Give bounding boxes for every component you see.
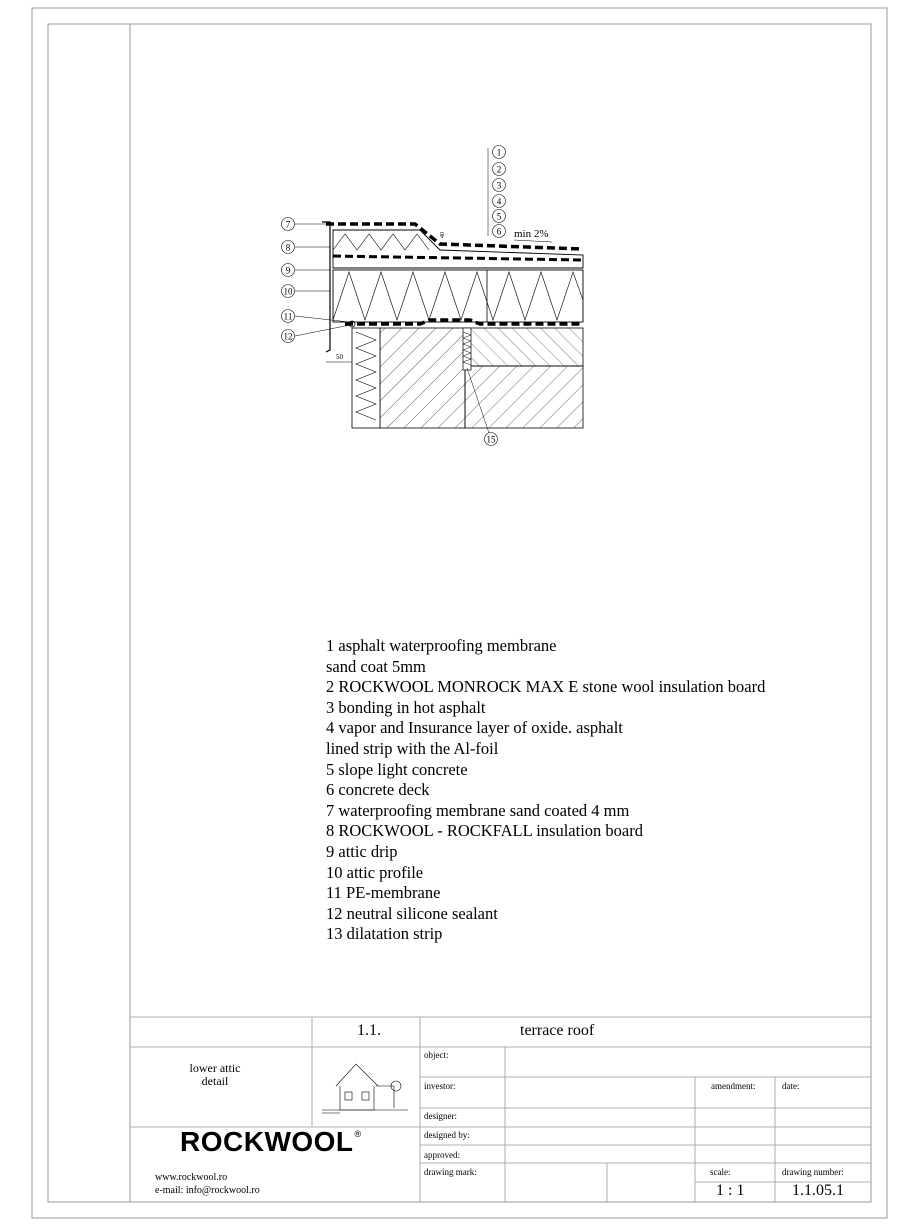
slope-label: min 2% [514, 228, 549, 240]
house-thumbnail [318, 1050, 413, 1122]
legend-item: 12 neutral silicone sealant [326, 903, 498, 923]
legend-item: sand coat 5mm [326, 656, 426, 676]
date-label: date: [782, 1081, 800, 1091]
legend-item: 3 bonding in hot asphalt [326, 697, 486, 717]
callout-12: 12 [283, 331, 293, 342]
legend-item: 6 concrete deck [326, 780, 430, 800]
callout-1: 1 [496, 147, 502, 158]
legend-item: 7 waterproofing membrane sand coated 4 mm [326, 800, 630, 820]
callout-7: 7 [285, 219, 291, 230]
drawing-mark-label: drawing mark: [424, 1167, 477, 1177]
legend-item: 11 PE-membrane [326, 883, 441, 903]
website-link[interactable]: www.rockwool.ro [155, 1172, 228, 1183]
legend-item: 1 asphalt waterproofing membrane [326, 636, 557, 655]
approved-label: approved: [424, 1150, 460, 1160]
legend-item: 5 slope light concrete [326, 759, 468, 779]
object-label: object: [424, 1050, 449, 1060]
dim-bottom: 50 [336, 353, 343, 361]
designer-label: designer: [424, 1111, 457, 1121]
investor-label: investor: [424, 1081, 456, 1091]
callout-15: 15 [486, 434, 496, 445]
scale-label: scale: [710, 1167, 731, 1177]
callout-6: 6 [496, 226, 502, 237]
callout-2: 2 [496, 164, 502, 175]
legend-item: lined strip with the Al-foil [326, 738, 499, 758]
amendment-label: amendment: [711, 1081, 756, 1091]
callout-3: 3 [496, 180, 502, 191]
section-number: 1.1. [357, 1022, 381, 1039]
callout-5: 5 [496, 211, 502, 222]
callout-10: 10 [283, 286, 293, 297]
callout-11: 11 [283, 311, 293, 322]
dim-vertical: 40 [440, 232, 446, 238]
detail-name: lower attic detail [189, 1061, 241, 1088]
callout-9: 9 [285, 265, 291, 276]
designed-by-label: designed by: [424, 1130, 470, 1140]
email-link[interactable]: e-mail: info@rockwool.ro [155, 1185, 260, 1196]
callout-4: 4 [496, 196, 502, 207]
legend-item: 4 vapor and Insurance layer of oxide. asphalt [326, 718, 623, 738]
rockwool-logo: ROCKWOOL® [180, 1126, 362, 1157]
project-title: terrace roof [520, 1022, 595, 1039]
scale-value: 1 : 1 [716, 1182, 745, 1199]
legend-item: 8 ROCKWOOL - ROCKFALL insulation board [326, 821, 643, 841]
callout-8: 8 [285, 242, 291, 253]
drawing-number-value: 1.1.05.1 [792, 1182, 844, 1199]
legend-item: 10 attic profile [326, 862, 424, 882]
legend-item: 2 ROCKWOOL MONROCK MAX E stone wool insulation board [326, 677, 766, 697]
legend-item: 9 attic drip [326, 841, 398, 861]
legend-item: 13 dilatation strip [326, 924, 443, 944]
drawing-number-label: drawing number: [782, 1167, 844, 1177]
